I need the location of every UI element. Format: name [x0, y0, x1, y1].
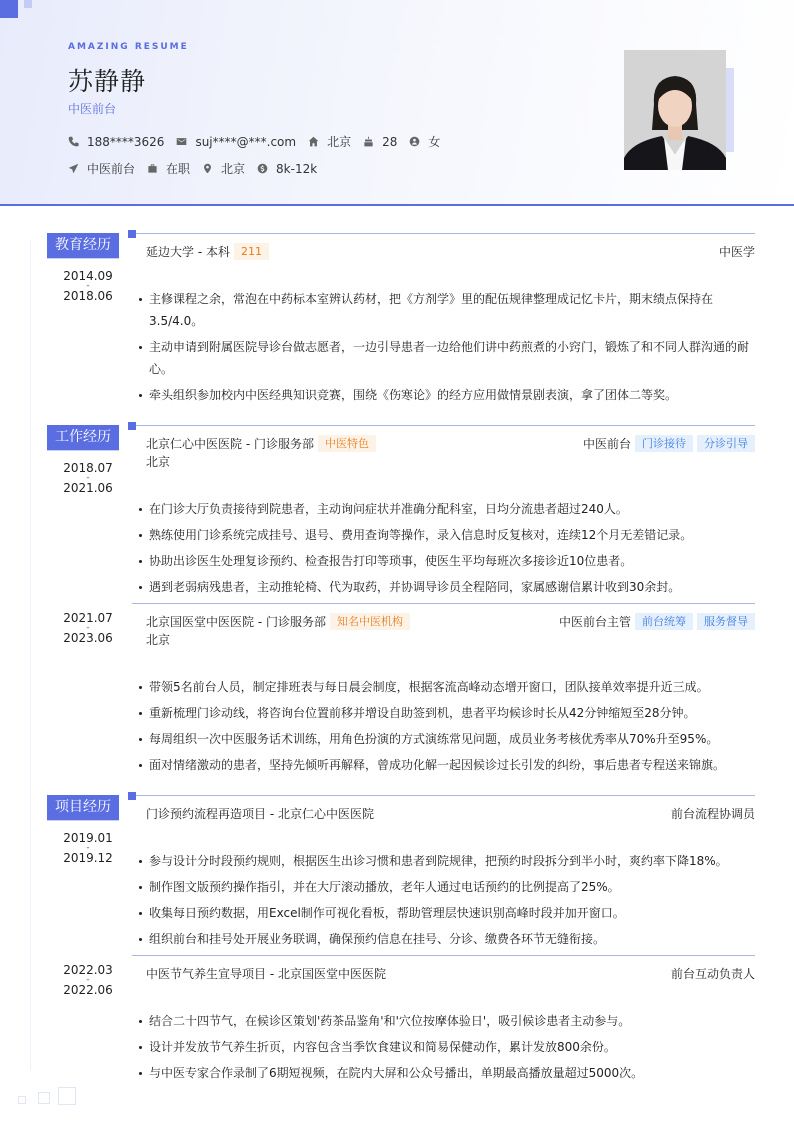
corner-decoration [38, 1092, 50, 1104]
gender-item [409, 133, 440, 150]
work-date [47, 462, 129, 494]
salary-item [257, 162, 317, 176]
date-end: 2018.06 [63, 289, 113, 303]
candidate-title: 中医前台 [68, 102, 117, 116]
date-start: 2019.01 [63, 831, 113, 845]
job-bullets [136, 498, 756, 602]
profile-photo [624, 50, 726, 170]
date-end: 2023.06 [63, 631, 113, 645]
location-pin-icon [202, 163, 213, 174]
status-text: 在职 [166, 162, 191, 176]
job-intent-row [68, 160, 329, 177]
contact-row [68, 133, 452, 150]
timeline-line [30, 240, 31, 1070]
gender-icon [409, 136, 420, 147]
city-item [308, 133, 351, 150]
skill-tag: 服务督导 [697, 613, 755, 630]
company-name: 北京国医堂中医医院 - 门诊服务部 [146, 614, 326, 629]
corner-decoration [18, 1096, 26, 1104]
school-name: 延边大学 - 本科 [146, 244, 230, 259]
date-end: 2021.06 [63, 481, 113, 495]
project-heading [146, 964, 755, 982]
work-date [47, 612, 129, 644]
company-tag: 知名中医机构 [330, 613, 410, 630]
section-divider [136, 233, 755, 234]
entry-divider [132, 603, 755, 604]
date-start: 2021.07 [63, 611, 113, 625]
gender-text: 女 [428, 135, 441, 149]
target-city-text: 北京 [221, 162, 246, 176]
job-role: 中医前台主管 [558, 614, 631, 629]
date-separator: - [86, 623, 90, 633]
send-icon [68, 163, 79, 174]
phone-item [68, 135, 164, 149]
project-date [47, 964, 129, 996]
entry-divider [132, 955, 755, 956]
city-text: 北京 [327, 135, 352, 149]
school-tag: 211 [234, 243, 269, 260]
status-item [147, 160, 190, 177]
list-item: 结合二十四节气，在候诊区策划'药茶品鉴角'和'穴位按摩体验日'，吸引候诊患者主动参与。 [136, 1010, 756, 1032]
company-tag: 中医特色 [318, 435, 376, 452]
date-end: 2022.06 [63, 983, 113, 997]
list-item: 制作图文版预约操作指引，并在大厅滚动播放，老年人通过电话预约的比例提高了25%。 [136, 876, 756, 898]
portrait-illustration [624, 50, 726, 170]
list-item: 与中医专家合作录制了6期短视频，在院内大屏和公众号播出，单期最高播放量超过5000次。 [136, 1062, 756, 1084]
target-city-item [202, 160, 245, 177]
company-name: 北京仁心中医医院 - 门诊服务部 [146, 436, 314, 451]
date-separator: - [86, 473, 90, 483]
education-date [47, 270, 129, 302]
project-section-title: 项目经历 [47, 795, 119, 820]
list-item: 熟练使用门诊系统完成挂号、退号、费用查询等操作，录入信息时反复核对，连续12个月无差错记录。 [136, 524, 756, 546]
list-item: 设计并发放节气养生折页，内容包含当季饮食建议和简易保健动作，累计发放800余份。 [136, 1036, 756, 1058]
candidate-name: 苏静静 [68, 67, 147, 96]
project-name: 门诊预约流程再造项目 - 北京仁心中医医院 [146, 806, 374, 821]
email-text: suj****@***.com [195, 134, 297, 149]
list-item: 带领5名前台人员，制定排班表与每日晨会制度，根据客流高峰动态增开窗口，团队接单效率提升近三成。 [136, 676, 756, 698]
list-item: 组织前台和挂号处开展业务联调，确保预约信息在挂号、分诊、缴费各环节无缝衔接。 [136, 928, 756, 950]
project-heading [146, 804, 755, 822]
resume-header [0, 0, 794, 206]
section-marker [128, 230, 136, 238]
skill-tag: 前台统筹 [635, 613, 693, 630]
list-item: 重新梳理门诊动线，将咨询台位置前移并增设自助签到机，患者平均候诊时长从42分钟缩短至28分钟。 [136, 702, 756, 724]
major: 中医学 [718, 244, 755, 259]
list-item: 面对情绪激动的患者，坚持先倾听再解释，曾成功化解一起因候诊过长引发的纠纷，事后患者专程送来锦旗。 [136, 754, 756, 776]
corner-decoration [0, 0, 18, 18]
project-date [47, 832, 129, 864]
age-item [363, 135, 397, 149]
corner-decoration [58, 1087, 76, 1105]
section-divider [136, 425, 755, 426]
target-job-text: 中医前台 [87, 162, 136, 176]
skill-tag: 门诊接待 [635, 435, 693, 452]
education-heading [146, 242, 755, 260]
list-item: 遇到老弱病残患者，主动推轮椅、代为取药，并协调导诊员全程陪同，家属感谢信累计收到30余封。 [136, 576, 756, 598]
home-icon [308, 136, 319, 147]
date-start: 2022.03 [63, 963, 113, 977]
list-item: 牵头组织参加校内中医经典知识竞赛，围绕《伤寒论》的经方应用做情景剧表演，拿了团体二等奖。 [136, 384, 756, 406]
job-heading [146, 612, 755, 630]
mail-icon [176, 136, 187, 147]
salary-text: 8k-12k [276, 161, 318, 176]
date-end: 2019.12 [63, 851, 113, 865]
phone-text: 188****3626 [87, 134, 165, 149]
date-start: 2018.07 [63, 461, 113, 475]
money-icon [257, 163, 268, 174]
project-role: 前台流程协调员 [670, 806, 755, 821]
project-bullets [136, 850, 756, 954]
skill-tag: 分诊引导 [697, 435, 755, 452]
list-item: 主动申请到附属医院导诊台做志愿者，一边引导患者一边给他们讲中药煎煮的小窍门，锻炼了和不同人群沟通的耐心。 [136, 336, 756, 380]
list-item: 收集每日预约数据，用Excel制作可视化看板，帮助管理层快速识别高峰时段并加开窗口。 [136, 902, 756, 924]
job-role: 中医前台 [582, 436, 631, 451]
cake-icon [363, 136, 374, 147]
section-marker [128, 422, 136, 430]
date-start: 2014.09 [63, 269, 113, 283]
education-bullets [136, 288, 756, 410]
target-job-item [68, 160, 135, 177]
section-divider [136, 795, 755, 796]
resume-tagline: AMAZING RESUME [68, 42, 189, 52]
list-item: 主修课程之余，常泡在中药标本室辨认药材，把《方剂学》里的配伍规律整理成记忆卡片，期末绩点保持在3.5/4.0。 [136, 288, 756, 332]
project-name: 中医节气养生宣导项目 - 北京国医堂中医医院 [146, 966, 386, 981]
email-item [176, 135, 296, 149]
list-item: 每周组织一次中医服务话术训练，用角色扮演的方式演练常见问题，成员业务考核优秀率从70%升至95%。 [136, 728, 756, 750]
job-city: 北京 [146, 633, 171, 647]
list-item: 协助出诊医生处理复诊预约、检查报告打印等琐事，使医生平均每班次多接诊近10位患者。 [136, 550, 756, 572]
section-marker [128, 792, 136, 800]
education-section-title: 教育经历 [47, 233, 119, 258]
list-item: 参与设计分时段预约规则，根据医生出诊习惯和患者到院规律，把预约时段拆分到半小时，爽约率下降18%。 [136, 850, 756, 872]
age-text: 28 [382, 134, 398, 149]
date-separator: - [86, 281, 90, 291]
date-separator: - [86, 975, 90, 985]
date-separator: - [86, 843, 90, 853]
briefcase-icon [147, 163, 158, 174]
job-city: 北京 [146, 455, 171, 469]
phone-icon [68, 136, 79, 147]
project-bullets [136, 1010, 756, 1088]
work-section-title: 工作经历 [47, 425, 119, 450]
job-bullets [136, 676, 756, 780]
corner-decoration [24, 0, 32, 8]
job-heading [146, 434, 755, 452]
list-item: 在门诊大厅负责接待到院患者，主动询问症状并准确分配科室，日均分流患者超过240人。 [136, 498, 756, 520]
project-role: 前台互动负责人 [670, 966, 755, 981]
